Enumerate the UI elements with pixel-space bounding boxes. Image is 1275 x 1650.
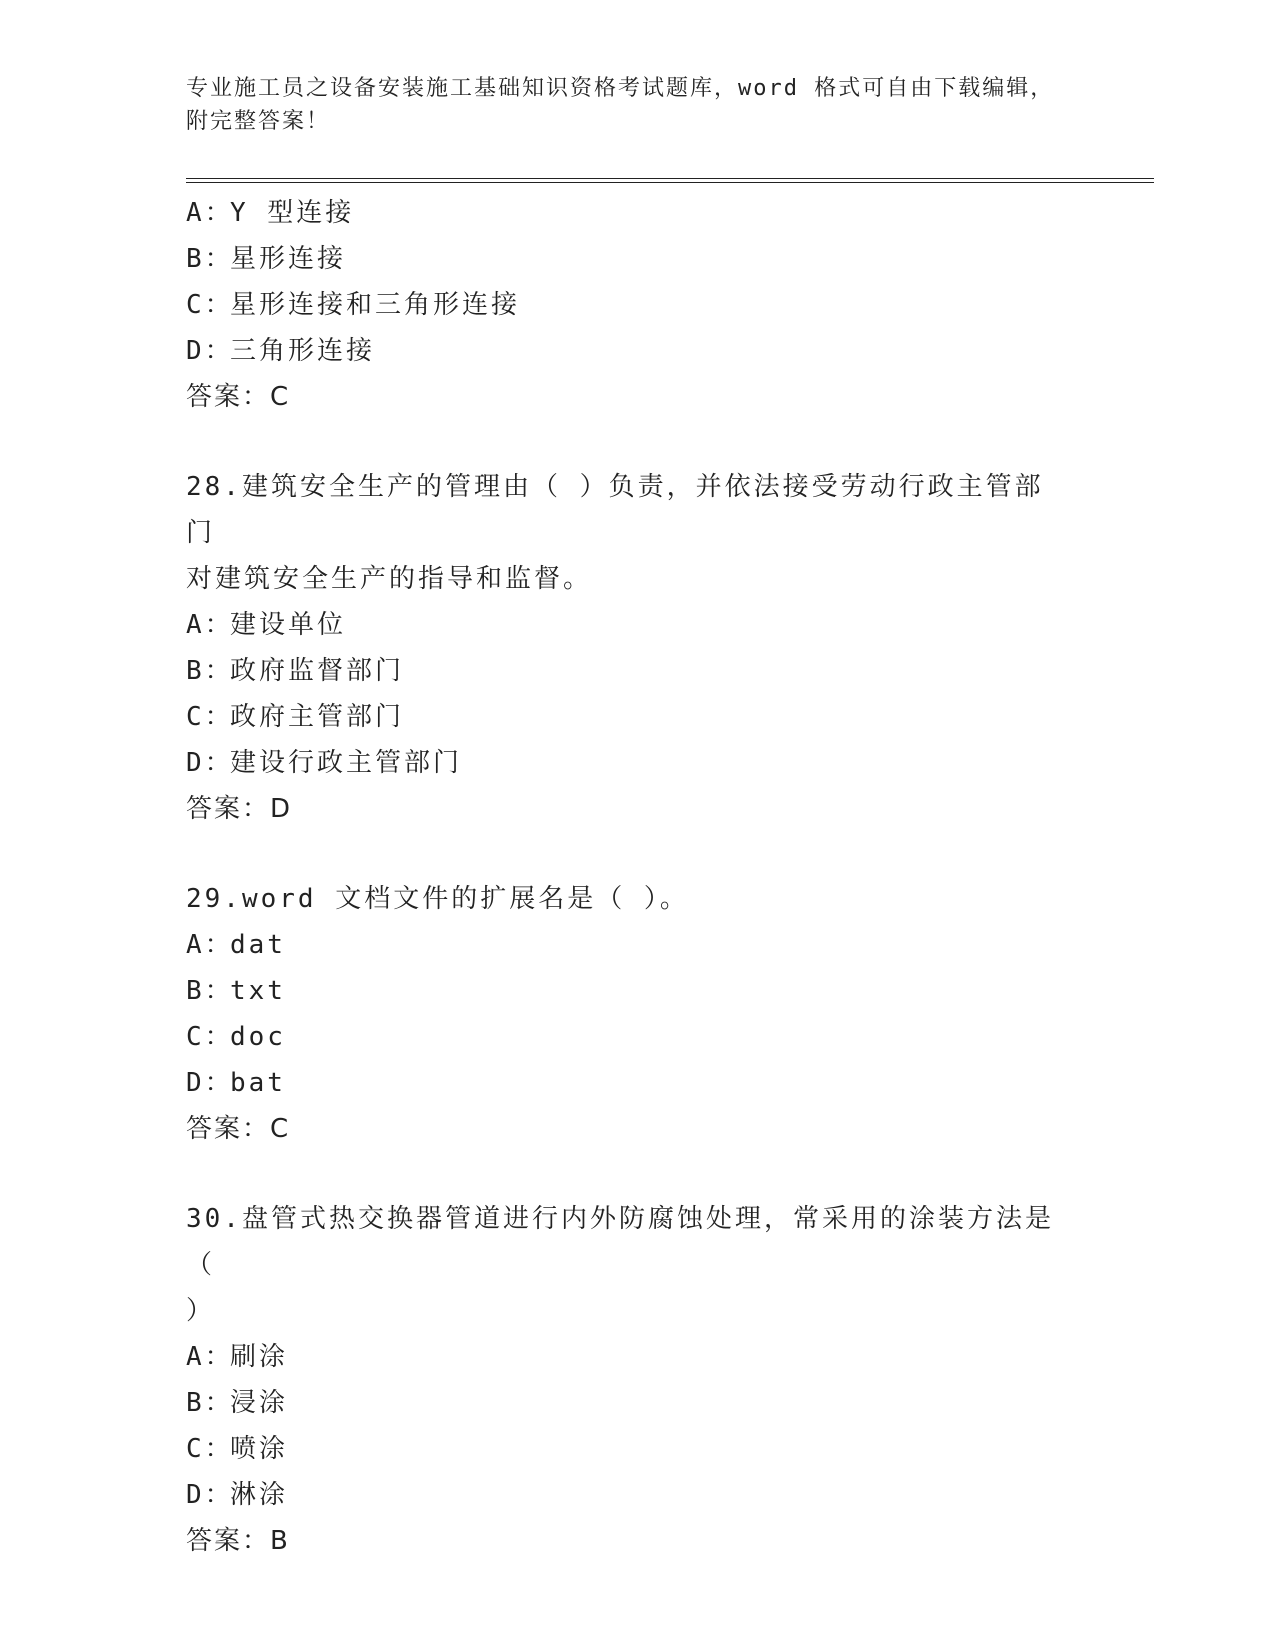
question-stem [186,1196,1066,1334]
option-key: A： [186,198,234,228]
question-stem-line-1: 29.word 文档文件的扩展名是（ ）。 [186,884,689,914]
option-text: 喷涂 [230,1434,289,1464]
option-key: C： [186,1434,234,1464]
answer-line: 答案：C [186,382,291,412]
option-a [186,602,1066,648]
question-30 [186,1196,1066,1564]
option-key: B： [186,244,234,274]
option-d [186,1060,1066,1106]
option-text: Y 型连接 [230,198,355,228]
option-c [186,694,1066,740]
option-key: D： [186,336,234,366]
question-stem-line-1: 30.盘管式热交换器管道进行内外防腐蚀处理，常采用的涂装方法是（ [186,1204,1054,1280]
option-key: B： [186,976,234,1006]
option-key: A： [186,930,234,960]
question-stem-line-1: 28.建筑安全生产的管理由（ ）负责，并依法接受劳动行政主管部门 [186,472,1044,548]
option-key: B： [186,656,234,686]
option-text: 三角形连接 [230,336,376,366]
option-text: txt [230,976,286,1006]
option-text: dat [230,930,286,960]
header-line-2: 附完整答案！ [186,109,331,134]
option-text: 建设行政主管部门 [230,748,463,778]
answer-line: 答案：D [186,794,293,824]
header-line-1: 专业施工员之设备安装施工基础知识资格考试题库，word 格式可自由下载编辑， [186,76,1055,101]
question-28 [186,464,1066,832]
question-stem [186,876,1066,922]
option-d [186,1472,1066,1518]
option-text: 淋涂 [230,1480,289,1510]
question-stem-line-2: 对建筑安全生产的指导和监督。 [186,564,593,594]
question-stem-line-2: ） [186,1296,216,1326]
spacer [186,1152,1066,1196]
option-text: doc [230,1022,286,1052]
option-c [186,1426,1066,1472]
header-divider [186,178,1154,183]
option-a [186,922,1066,968]
option-text: 刷涂 [230,1342,289,1372]
answer-line: 答案：C [186,1114,291,1144]
option-text: 星形连接 [230,244,347,274]
document-header [186,72,1086,138]
option-b [186,648,1066,694]
option-key: D： [186,748,234,778]
option-c [186,1014,1066,1060]
question-stem [186,464,1066,602]
option-text: bat [230,1068,286,1098]
spacer [186,420,1066,464]
question-29 [186,876,1066,1152]
answer-line: 答案：B [186,1526,290,1556]
option-key: C： [186,1022,234,1052]
option-a [186,1334,1066,1380]
option-text: 建设单位 [230,610,347,640]
option-key: A： [186,1342,234,1372]
option-b [186,968,1066,1014]
option-key: C： [186,702,234,732]
option-c [186,282,1066,328]
option-key: C： [186,290,234,320]
option-text: 政府主管部门 [230,702,405,732]
question-list [186,190,1066,1564]
question-27-partial [186,190,1066,420]
option-d [186,328,1066,374]
option-key: A： [186,610,234,640]
option-b [186,1380,1066,1426]
option-key: D： [186,1068,234,1098]
option-text: 政府监督部门 [230,656,405,686]
option-key: D： [186,1480,234,1510]
option-a [186,190,1066,236]
option-d [186,740,1066,786]
option-text: 星形连接和三角形连接 [230,290,521,320]
spacer [186,832,1066,876]
option-b [186,236,1066,282]
option-key: B： [186,1388,234,1418]
option-text: 浸涂 [230,1388,289,1418]
